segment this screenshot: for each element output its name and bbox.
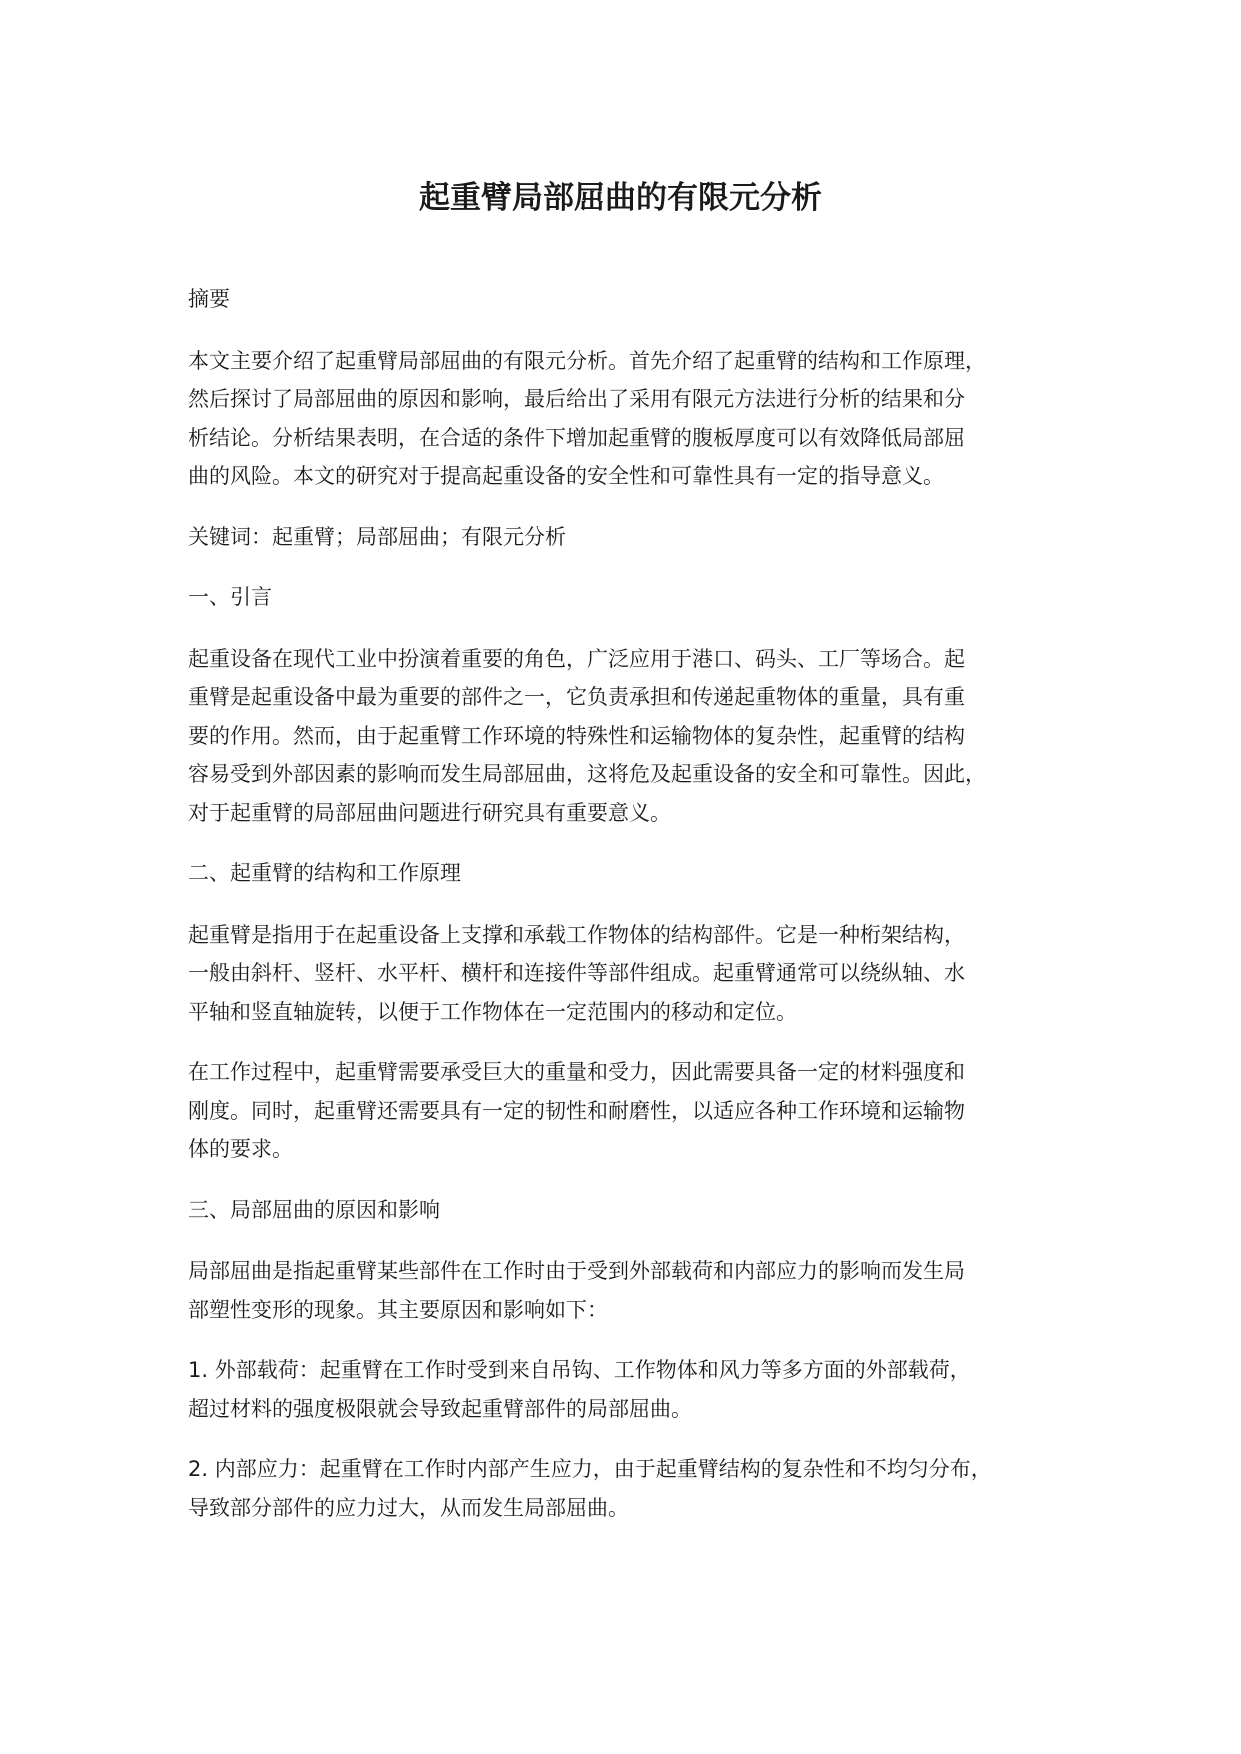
text-line: 起重设备在现代工业中扮演着重要的角色，广泛应用于港口、码头、工厂等场合。起	[188, 646, 965, 671]
structure-paragraph-1	[188, 916, 1082, 1032]
text-line: 要的作用。然而，由于起重臂工作环境的特殊性和运输物体的复杂性，起重臂的结构	[188, 723, 965, 748]
section-heading-introduction: 一、引言	[188, 585, 272, 609]
text-line: 在工作过程中，起重臂需要承受巨大的重量和受力，因此需要具备一定的材料强度和	[188, 1060, 965, 1084]
text-line: 曲的风险。本文的研究对于提高起重设备的安全性和可靠性具有一定的指导意义。	[188, 464, 944, 488]
text-line: 体的要求。	[188, 1137, 293, 1161]
text-line: 重臂是起重设备中最为重要的部件之一，它负责承担和传递起重物体的重量，具有重	[188, 685, 965, 709]
keywords-line: 关键词：起重臂；局部屈曲；有限元分析	[188, 524, 566, 549]
text-line: 1. 外部载荷：起重臂在工作时受到来自吊钩、工作物体和风力等多方面的外部载荷，	[188, 1358, 971, 1382]
text-line: 容易受到外部因素的影响而发生局部屈曲，这将危及起重设备的安全和可靠性。因此，	[188, 762, 986, 786]
introduction-paragraph	[188, 640, 1082, 833]
text-line: 平轴和竖直轴旋转，以便于工作物体在一定范围内的移动和定位。	[188, 999, 797, 1024]
section-heading-structure: 二、起重臂的结构和工作原理	[188, 861, 461, 885]
structure-paragraph-2	[188, 1053, 1082, 1169]
text-line: 对于起重臂的局部屈曲问题进行研究具有重要意义。	[188, 800, 671, 825]
document-body	[188, 280, 1082, 1549]
abstract-heading: 摘要	[188, 287, 230, 311]
document-title: 起重臂局部屈曲的有限元分析	[419, 180, 822, 216]
text-line: 2. 内部应力：起重臂在工作时内部产生应力，由于起重臂结构的复杂性和不均匀分布，	[188, 1457, 992, 1481]
text-line: 然后探讨了局部屈曲的原因和影响，最后给出了采用有限元方法进行分析的结果和分	[188, 387, 965, 411]
text-line: 本文主要介绍了起重臂局部屈曲的有限元分析。首先介绍了起重臂的结构和工作原理，	[188, 348, 986, 373]
cause-item-internal-stress	[188, 1450, 1082, 1527]
abstract-paragraph	[188, 342, 1082, 496]
causes-intro-paragraph	[188, 1252, 1082, 1329]
text-line: 刚度。同时，起重臂还需要具有一定的韧性和耐磨性，以适应各种工作环境和运输物	[188, 1098, 965, 1123]
text-line: 一般由斜杆、竖杆、水平杆、横杆和连接件等部件组成。起重臂通常可以绕纵轴、水	[188, 961, 965, 985]
section-heading-causes: 三、局部屈曲的原因和影响	[188, 1197, 440, 1222]
text-line: 局部屈曲是指起重臂某些部件在工作时由于受到外部载荷和内部应力的影响而发生局	[188, 1259, 965, 1283]
text-line: 超过材料的强度极限就会导致起重臂部件的局部屈曲。	[188, 1396, 692, 1421]
text-line: 起重臂是指用于在起重设备上支撑和承载工作物体的结构部件。它是一种桁架结构，	[188, 922, 965, 947]
text-line: 导致部分部件的应力过大，从而发生局部屈曲。	[188, 1495, 629, 1520]
text-line: 析结论。分析结果表明，在合适的条件下增加起重臂的腹板厚度可以有效降低局部屈	[188, 425, 965, 450]
cause-item-external-load	[188, 1351, 1082, 1428]
text-line: 部塑性变形的现象。其主要原因和影响如下：	[188, 1297, 608, 1322]
